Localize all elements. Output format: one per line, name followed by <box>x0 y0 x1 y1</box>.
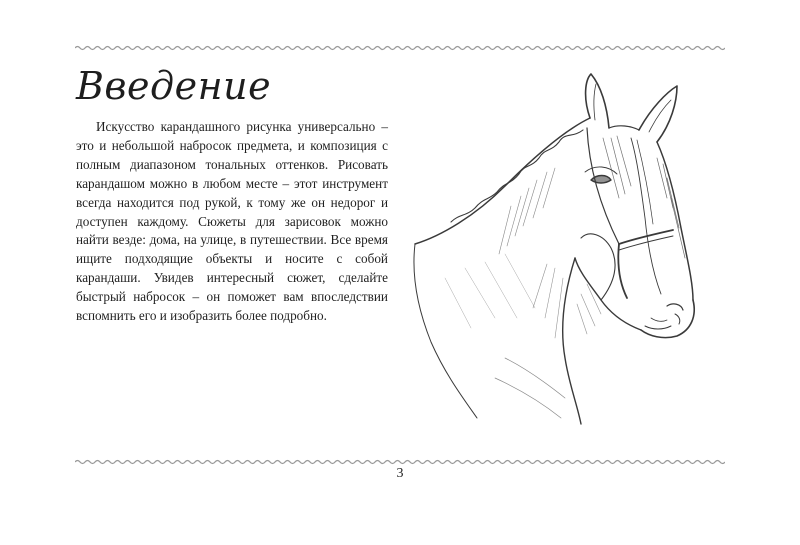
top-wavy-rule <box>75 44 725 52</box>
bottom-wavy-rule <box>75 458 725 466</box>
page-number: 3 <box>396 466 404 481</box>
page-heading: Введение <box>76 64 272 108</box>
horse-head-sketch <box>405 68 705 433</box>
intro-paragraph: Искусство карандашного рисунка универсально – это и небольшой набросок предмета, и композиция с полным диапазоном тональных оттенков. Рисовать карандашом можно в любом месте – этот инструмент всегда находится под рукой, к тому же он недорог и доступен каждому. Сюжеты для зарисовок можно найти везде: дома, на улице, в путешествии. Все время ищите подходящие объекты и носите с собой карандаши. Увидев интересный сюжет, сделайте быстрый набросок – он поможет вам впоследствии вспомнить его и изобразить более подробно. <box>76 119 388 324</box>
